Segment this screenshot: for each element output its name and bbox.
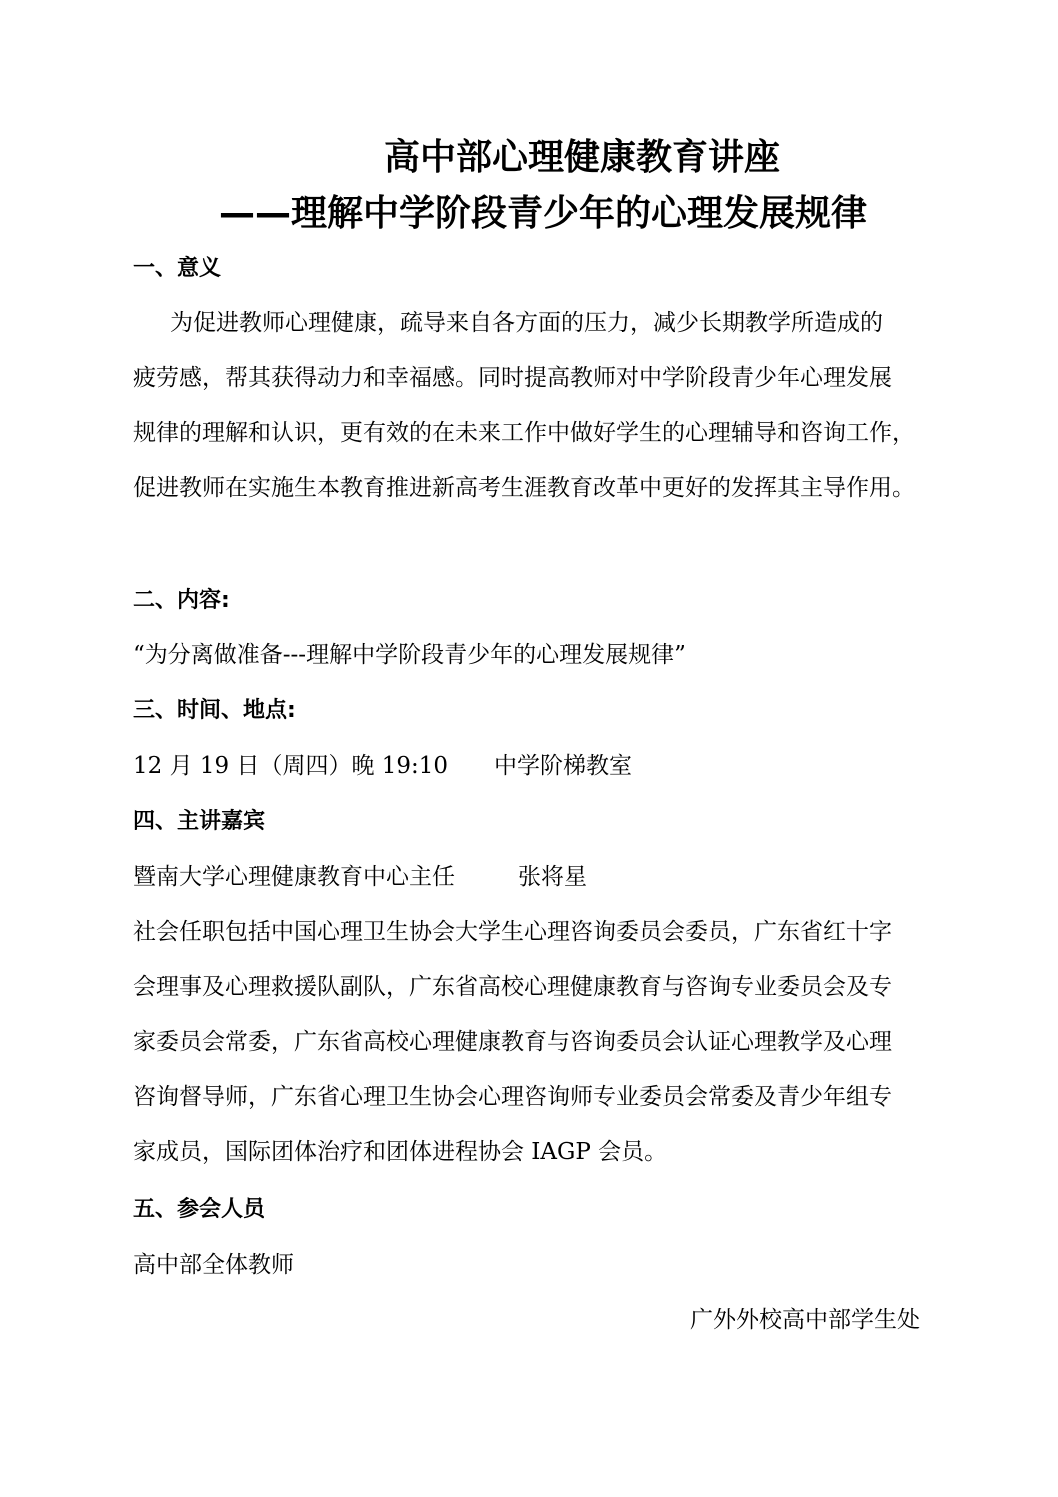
content-text: “为分离做准备---理解中学阶段青少年的心理发展规律” bbox=[133, 642, 686, 668]
document-subtitle: ——理解中学阶段青少年的心理发展规律 bbox=[218, 193, 867, 234]
bio-line: 会理事及心理救援队副队，广东省高校心理健康教育与咨询专业委员会及专 bbox=[133, 974, 892, 1000]
event-place: 中学阶梯教室 bbox=[494, 753, 632, 779]
section-heading-attendees: 五、参会人员 bbox=[133, 1197, 266, 1222]
speaker-bio bbox=[133, 905, 963, 1180]
event-time: 12 月 19 日（周四）晚 19:10 bbox=[133, 753, 449, 779]
bio-line: 咨询督导师，广东省心理卫生协会心理咨询师专业委员会常委及青少年组专 bbox=[133, 1084, 892, 1110]
section-heading-significance: 一、意义 bbox=[133, 256, 222, 281]
paragraph-line: 促进教师在实施生本教育推进新高考生涯教育改革中更好的发挥其主导作用。 bbox=[133, 475, 915, 501]
document-title: 高中部心理健康教育讲座 bbox=[383, 137, 780, 178]
speaker-title: 暨南大学心理健康教育中心主任 bbox=[133, 864, 455, 890]
section-heading-speaker: 四、主讲嘉宾 bbox=[133, 809, 266, 834]
section-heading-time-place: 三、时间、地点: bbox=[133, 698, 296, 723]
signature: 广外外校高中部学生处 bbox=[690, 1307, 920, 1333]
bio-line: 家成员，国际团体治疗和团体进程协会 IAGP 会员。 bbox=[133, 1139, 668, 1165]
bio-line: 家委员会常委，广东省高校心理健康教育与咨询委员会认证心理教学及心理 bbox=[133, 1029, 892, 1055]
paragraph-line: 为促进教师心理健康，疏导来自各方面的压力，减少长期教学所造成的 bbox=[170, 310, 883, 336]
paragraph-line: 规律的理解和认识，更有效的在未来工作中做好学生的心理辅导和咨询工作， bbox=[133, 420, 915, 446]
section-heading-content: 二、内容: bbox=[133, 588, 230, 613]
significance-paragraph bbox=[133, 296, 963, 516]
attendees-text: 高中部全体教师 bbox=[133, 1252, 294, 1278]
paragraph-line: 疲劳感，帮其获得动力和幸福感。同时提高教师对中学阶段青少年心理发展 bbox=[133, 365, 892, 391]
bio-line: 社会任职包括中国心理卫生协会大学生心理咨询委员会委员，广东省红十字 bbox=[133, 919, 892, 945]
speaker-name: 张将星 bbox=[518, 864, 587, 890]
